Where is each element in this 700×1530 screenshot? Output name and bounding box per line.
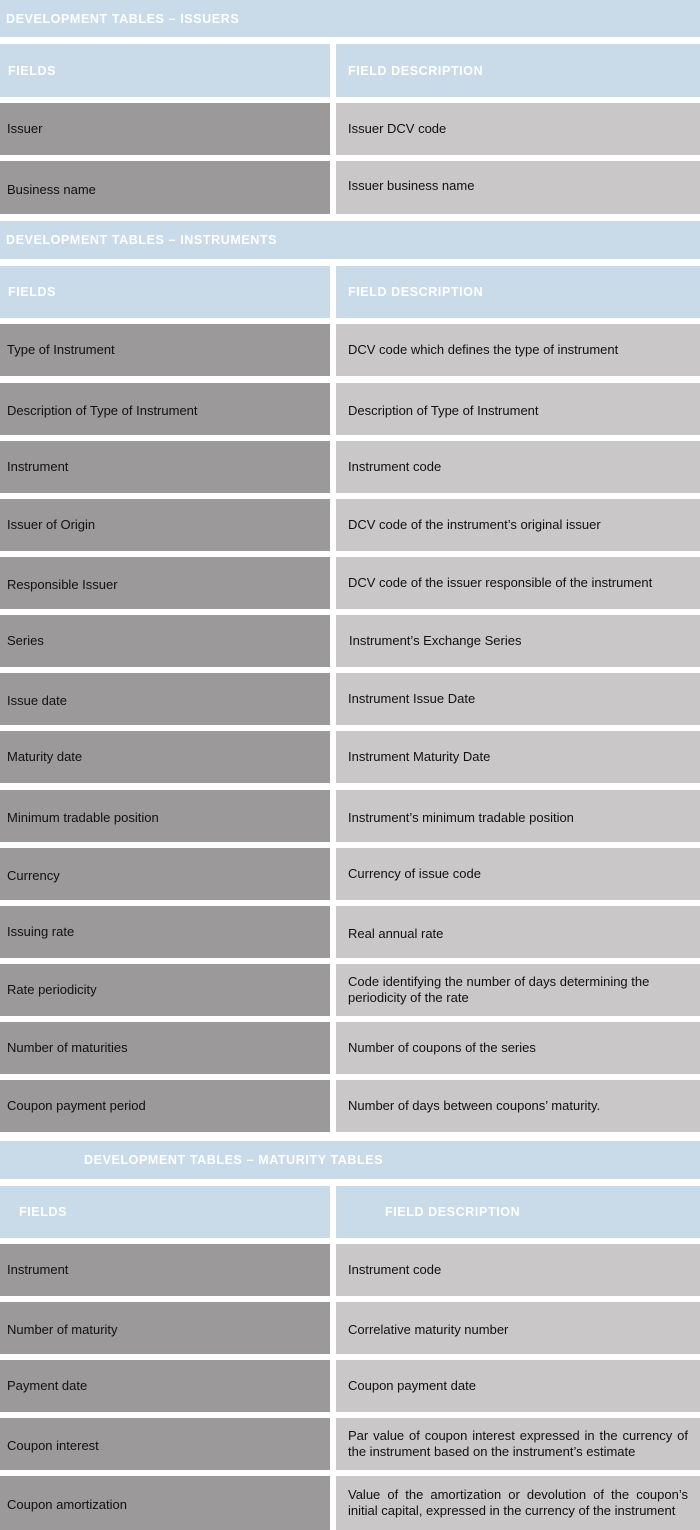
description-cell: Par value of coupon interest expressed in the currency of the instrument based on the instrument’s estimate — [336, 1418, 700, 1470]
field-cell: Minimum tradable position — [0, 790, 330, 842]
description-cell: Instrument Issue Date — [336, 673, 700, 725]
description-cell: Description of Type of Instrument — [336, 383, 700, 435]
field-cell: Type of Instrument — [0, 324, 330, 376]
field-cell: Coupon payment period — [0, 1080, 330, 1132]
description-cell: Issuer business name — [336, 161, 700, 214]
description-cell: Value of the amortization or devolution of the coupon’s initial capital, expressed in the currency of the instrument — [336, 1476, 700, 1530]
description-cell: Real annual rate — [336, 906, 700, 958]
field-cell: Number of maturities — [0, 1022, 330, 1074]
section-title-instruments: DEVELOPMENT TABLES – INSTRUMENTS — [0, 221, 700, 259]
description-cell: Currency of issue code — [336, 848, 700, 900]
field-cell: Maturity date — [0, 731, 330, 783]
description-cell: DCV code which defines the type of instrument — [336, 324, 700, 376]
description-cell: Number of days between coupons’ maturity. — [336, 1080, 700, 1132]
description-cell: Instrument’s minimum tradable position — [336, 790, 700, 842]
description-cell: Code identifying the number of days determining the periodicity of the rate — [336, 964, 700, 1016]
fields-header: FIELDS — [0, 1186, 330, 1238]
fields-header: FIELDS — [0, 44, 330, 97]
field-description-header: FIELD DESCRIPTION — [336, 44, 700, 97]
field-cell: Issuing rate — [0, 906, 330, 958]
field-description-header: FIELD DESCRIPTION — [336, 266, 700, 318]
field-cell: Rate periodicity — [0, 964, 330, 1016]
field-cell: Responsible Issuer — [0, 557, 330, 609]
description-cell: Instrument code — [336, 441, 700, 493]
field-cell: Payment date — [0, 1360, 330, 1412]
field-cell: Description of Type of Instrument — [0, 383, 330, 435]
description-cell: Instrument’s Exchange Series — [336, 615, 700, 667]
fields-header: FIELDS — [0, 266, 330, 318]
field-description-header: FIELD DESCRIPTION — [336, 1186, 700, 1238]
field-cell: Currency — [0, 848, 330, 900]
description-cell: Correlative maturity number — [336, 1302, 700, 1354]
description-cell: Coupon payment date — [336, 1360, 700, 1412]
field-cell: Instrument — [0, 1244, 330, 1296]
section-title-issuers: DEVELOPMENT TABLES – ISSUERS — [0, 0, 700, 37]
field-cell: Issue date — [0, 673, 330, 725]
description-cell: DCV code of the instrument’s original issuer — [336, 499, 700, 551]
field-cell: Number of maturity — [0, 1302, 330, 1354]
description-cell: Number of coupons of the series — [336, 1022, 700, 1074]
description-cell: Issuer DCV code — [336, 103, 700, 155]
description-cell: DCV code of the issuer responsible of the instrument — [336, 557, 700, 609]
field-cell: Issuer of Origin — [0, 499, 330, 551]
description-cell: Instrument Maturity Date — [336, 731, 700, 783]
section-title-maturity-tables: DEVELOPMENT TABLES – MATURITY TABLES — [0, 1141, 700, 1179]
field-cell: Coupon amortization — [0, 1476, 330, 1530]
field-cell: Issuer — [0, 103, 330, 155]
field-cell: Instrument — [0, 441, 330, 493]
field-cell: Series — [0, 615, 330, 667]
description-cell: Instrument code — [336, 1244, 700, 1296]
field-cell: Coupon interest — [0, 1418, 330, 1470]
field-cell: Business name — [0, 161, 330, 214]
